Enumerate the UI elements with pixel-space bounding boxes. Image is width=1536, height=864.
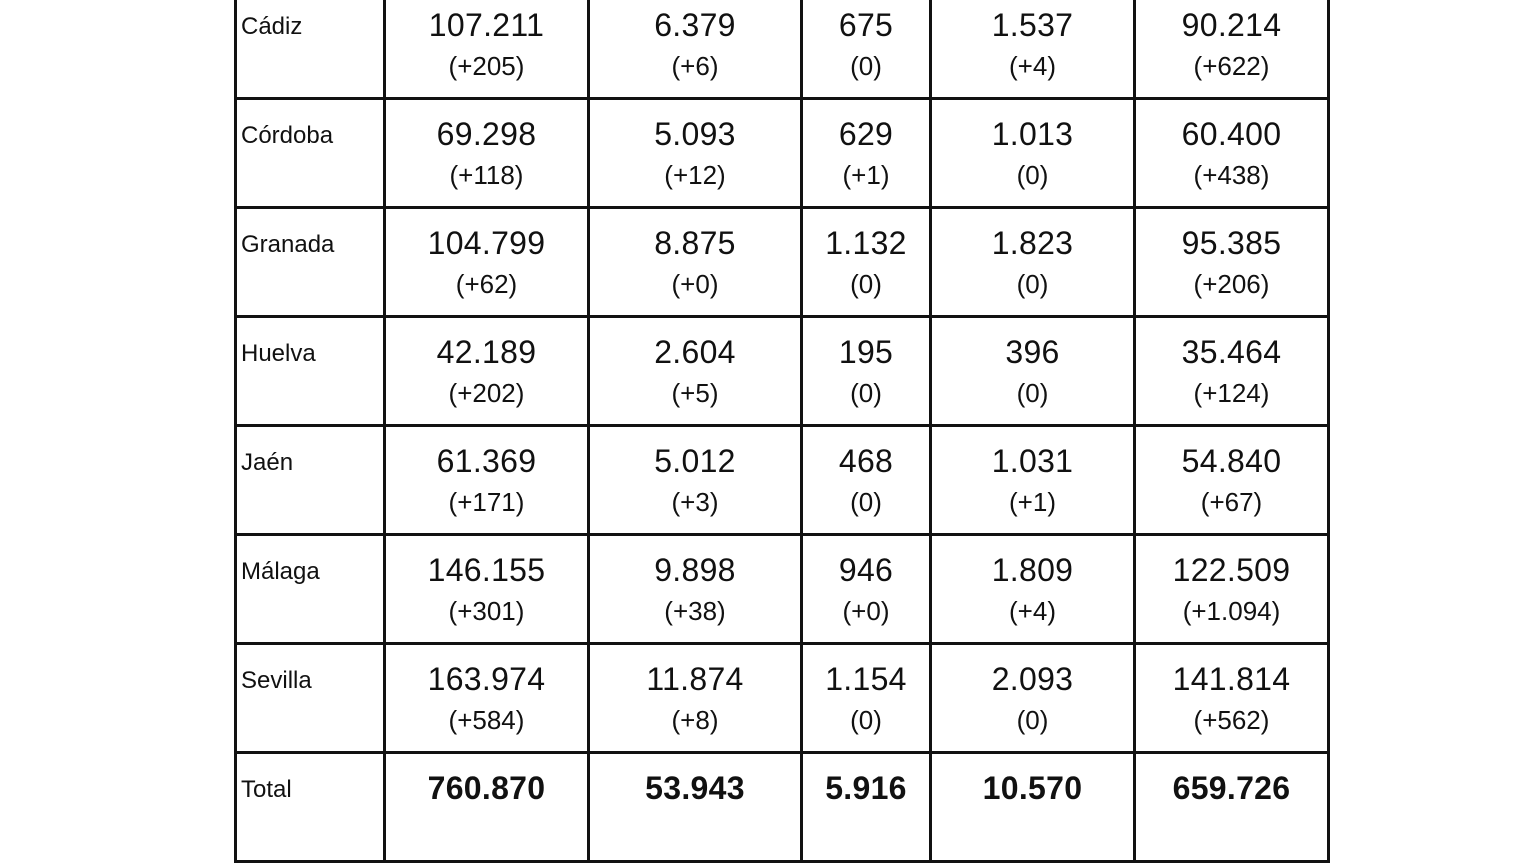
cell-value: 95.385 (1181, 225, 1282, 261)
cell-value: 146.155 (427, 552, 546, 588)
value-cell (385, 426, 589, 535)
cell-delta: (+301) (448, 596, 525, 626)
value-cell (385, 753, 589, 862)
value-cell (385, 644, 589, 753)
value-cell (1135, 99, 1329, 208)
cell-value: 8.875 (654, 225, 736, 261)
table-row (236, 644, 1329, 753)
cell-value: 104.799 (427, 225, 546, 261)
value-cell (802, 426, 931, 535)
cell-value: 5.093 (654, 116, 736, 152)
value-cell (802, 535, 931, 644)
cell-delta: (0) (850, 705, 882, 735)
value-cell (589, 99, 802, 208)
cell-value: 61.369 (436, 443, 537, 479)
cell-delta: (+1) (842, 160, 890, 190)
cell-value: 60.400 (1181, 116, 1282, 152)
cell-delta: (+3) (671, 487, 719, 517)
cell-value: 468 (838, 443, 894, 479)
cell-value: 5.916 (825, 770, 907, 806)
value-cell (1135, 644, 1329, 753)
cell-delta: (+584) (448, 705, 525, 735)
province-name-cell: Total (236, 753, 385, 862)
value-cell (589, 535, 802, 644)
cell-value: 1.537 (991, 7, 1074, 43)
cell-delta: (0) (850, 269, 882, 299)
cell-delta: (+1) (1009, 487, 1056, 517)
value-cell (1135, 208, 1329, 317)
cell-delta: (+12) (664, 160, 726, 190)
value-cell (589, 317, 802, 426)
cell-delta: (+438) (1193, 160, 1270, 190)
cell-delta: (+38) (664, 596, 726, 626)
cell-delta: (+4) (1009, 596, 1056, 626)
cell-delta: (+5) (671, 378, 719, 408)
value-cell (1135, 0, 1329, 99)
cell-value: 69.298 (436, 116, 537, 152)
cell-delta: (+124) (1193, 378, 1270, 408)
value-cell (1135, 317, 1329, 426)
cell-delta: (+562) (1193, 705, 1270, 735)
cell-value: 107.211 (428, 7, 545, 43)
table-row (236, 208, 1329, 317)
cell-value: 195 (838, 334, 894, 370)
value-cell (1135, 426, 1329, 535)
cell-delta: (+622) (1193, 51, 1270, 81)
value-cell (385, 208, 589, 317)
cell-value: 1.013 (991, 116, 1074, 152)
value-cell (802, 99, 931, 208)
cell-delta: (0) (1016, 269, 1049, 299)
cell-value: 946 (838, 552, 894, 588)
value-cell (802, 753, 931, 862)
cell-delta: (+0) (671, 269, 719, 299)
cell-delta: (+8) (671, 705, 719, 735)
cell-value: 122.509 (1172, 552, 1291, 588)
cell-delta: (+1.094) (1182, 596, 1281, 626)
table-row (236, 99, 1329, 208)
province-name-cell: Jaén (236, 426, 385, 535)
cell-delta: (+171) (448, 487, 525, 517)
cell-delta: (0) (850, 487, 882, 517)
cell-delta: (0) (850, 378, 882, 408)
cell-delta: (+0) (842, 596, 890, 626)
cell-delta: (0) (850, 51, 882, 81)
value-cell (1135, 535, 1329, 644)
cell-value: 760.870 (427, 770, 546, 806)
cell-delta: (+205) (448, 51, 525, 81)
province-name-cell: Córdoba (236, 99, 385, 208)
value-cell (802, 0, 931, 99)
table-row (236, 317, 1329, 426)
cell-value: 396 (1005, 334, 1060, 370)
value-cell (931, 317, 1135, 426)
value-cell (385, 0, 589, 99)
value-cell (385, 99, 589, 208)
value-cell (931, 535, 1135, 644)
value-cell (1135, 753, 1329, 862)
table-row (236, 426, 1329, 535)
cell-value: 1.809 (991, 552, 1074, 588)
cell-value: 35.464 (1181, 334, 1282, 370)
cell-value: 163.974 (427, 661, 546, 697)
cell-delta: (0) (1016, 378, 1049, 408)
cell-value: 90.214 (1181, 7, 1282, 43)
cell-delta: (+202) (448, 378, 525, 408)
table-row (236, 753, 1329, 862)
cell-delta: (0) (1016, 705, 1049, 735)
cell-value: 54.840 (1181, 443, 1282, 479)
cell-value: 2.604 (654, 334, 736, 370)
cell-value: 9.898 (654, 552, 736, 588)
cell-value: 6.379 (654, 7, 736, 43)
table-row (236, 0, 1329, 99)
province-name-cell: Huelva (236, 317, 385, 426)
value-cell (931, 426, 1135, 535)
cell-value: 2.093 (991, 661, 1074, 697)
cell-value: 675 (838, 7, 894, 43)
table-body (236, 0, 1329, 862)
cell-delta: (+118) (449, 160, 524, 190)
cell-value: 1.823 (991, 225, 1074, 261)
cell-value: 42.189 (436, 334, 537, 370)
province-stats-table (234, 0, 1330, 863)
cell-value: 5.012 (654, 443, 736, 479)
cell-value: 1.031 (991, 443, 1074, 479)
value-cell (802, 317, 931, 426)
cell-delta: (0) (1016, 160, 1049, 190)
value-cell (385, 317, 589, 426)
value-cell (802, 208, 931, 317)
cell-value: 1.154 (825, 661, 907, 697)
value-cell (931, 0, 1135, 99)
cell-delta: (+6) (671, 51, 719, 81)
value-cell (589, 208, 802, 317)
value-cell (589, 644, 802, 753)
province-name-cell: Málaga (236, 535, 385, 644)
cell-value: 629 (838, 116, 894, 152)
cell-value: 10.570 (982, 770, 1083, 806)
province-name-cell: Granada (236, 208, 385, 317)
province-name-cell: Sevilla (236, 644, 385, 753)
value-cell (589, 0, 802, 99)
cell-value: 53.943 (645, 770, 745, 806)
cell-value: 659.726 (1172, 770, 1291, 806)
cell-delta: (+62) (455, 269, 518, 299)
cell-value: 141.814 (1172, 661, 1291, 697)
value-cell (931, 644, 1135, 753)
value-cell (931, 208, 1135, 317)
cell-delta: (+67) (1200, 487, 1263, 517)
cell-delta: (+4) (1009, 51, 1056, 81)
cell-delta: (+206) (1193, 269, 1270, 299)
data-table-container (234, 0, 1330, 863)
cell-value: 1.132 (825, 225, 907, 261)
value-cell (931, 99, 1135, 208)
value-cell (931, 753, 1135, 862)
province-name-cell: Cádiz (236, 0, 385, 99)
value-cell (589, 753, 802, 862)
value-cell (385, 535, 589, 644)
value-cell (589, 426, 802, 535)
cell-value: 11.874 (646, 661, 744, 697)
value-cell (802, 644, 931, 753)
table-row (236, 535, 1329, 644)
